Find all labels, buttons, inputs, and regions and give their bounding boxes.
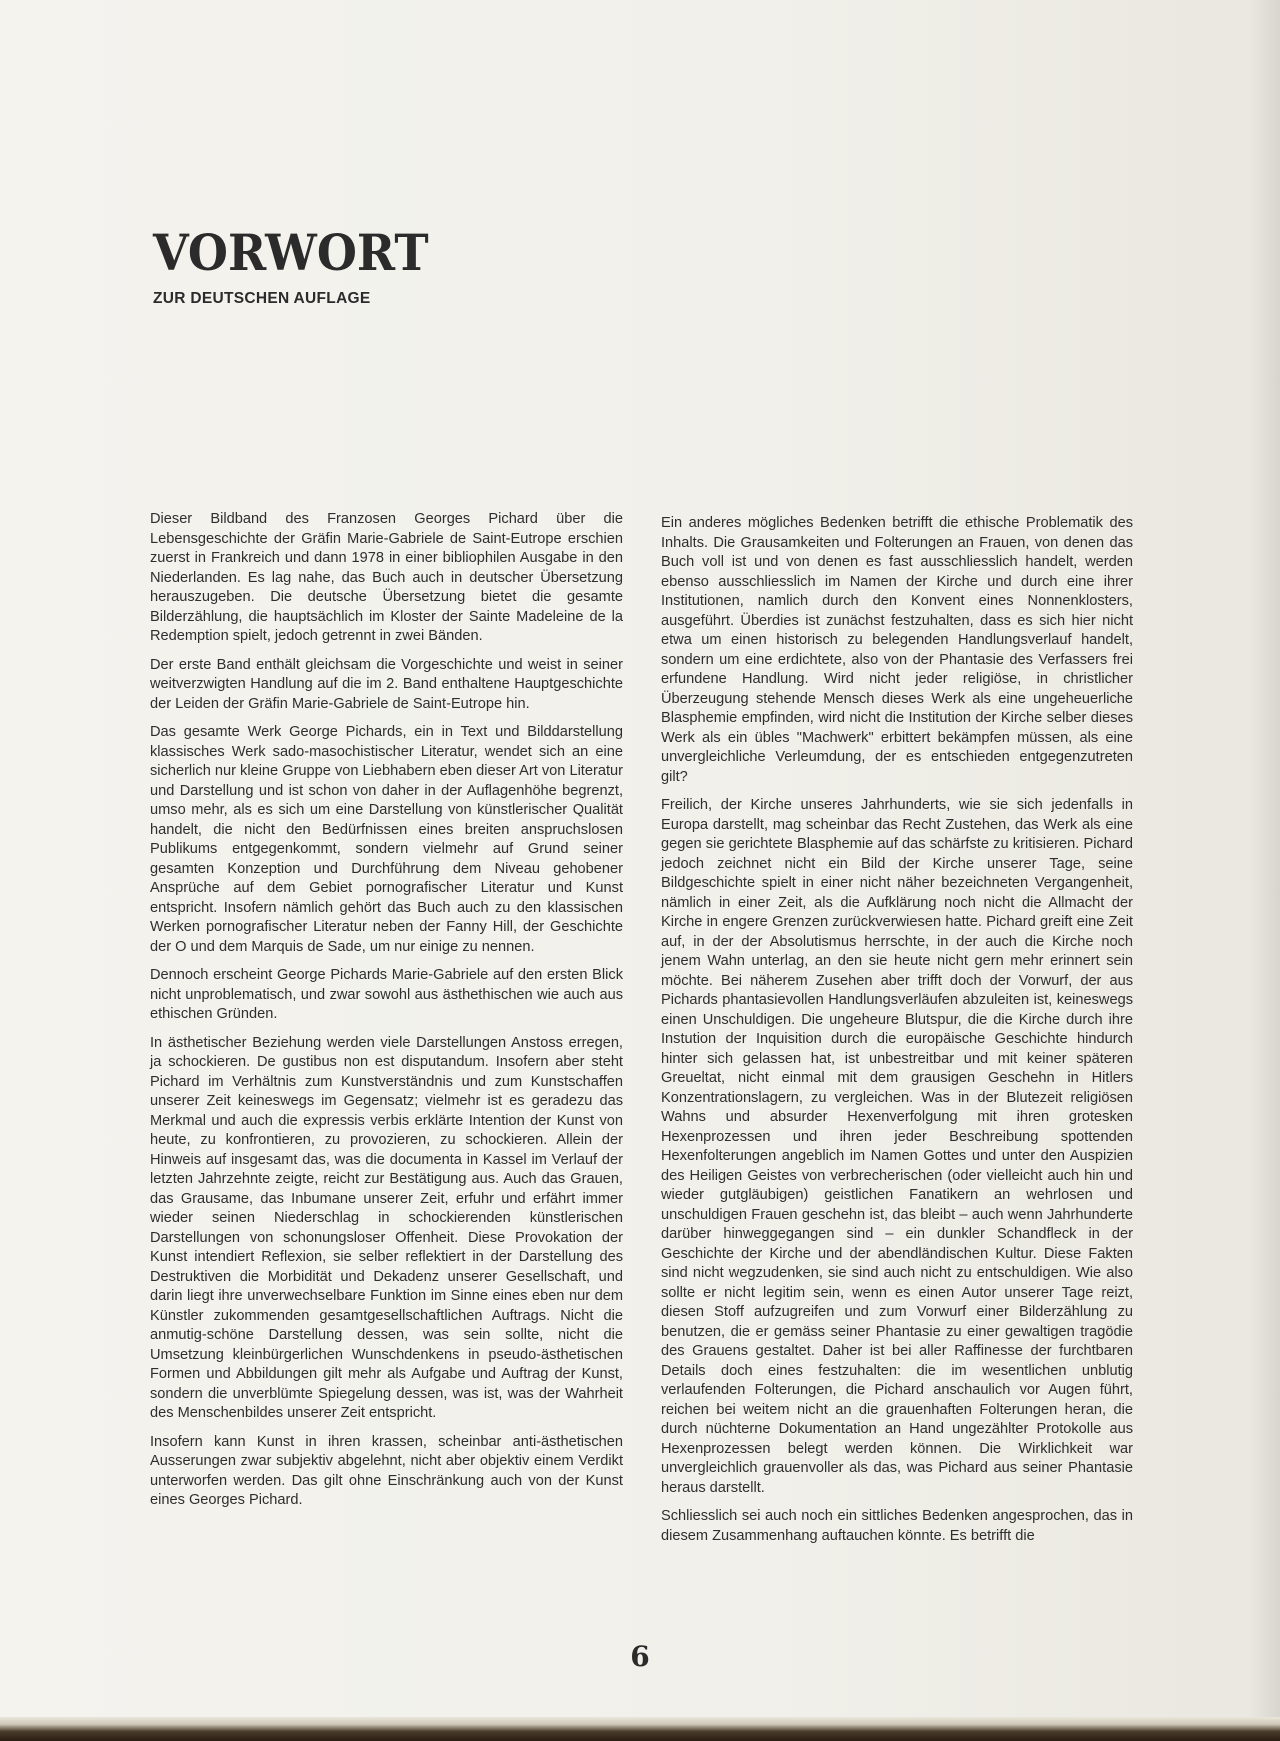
book-bottom-edge <box>0 1717 1280 1741</box>
page-number: 6 <box>630 1640 650 1673</box>
right-text-column <box>661 514 1133 1555</box>
paragraph: Der erste Band enthält gleichsam die Vorgeschichte und weist in seiner weitverzwigten Handlung auf die im 2. Band enthaltene Hauptgeschichte der Leiden der Gräfin Marie-Gabriele de Saint-Eutrope hin. <box>150 656 623 712</box>
paragraph: Das gesamte Werk George Pichards, ein in Text und Bilddarstellung klassisches Werk sado-masochistischer Literatur, wendet sich an eine sicherlich nur kleine Gruppe von Liebhabern eben dieser Art von Literatur und Darstellung und ist schon von daher in der Auflagenhöhe begrenzt, umso mehr, als es sich um eine Darstellung von künstlerischer Qualität handelt, die nicht den Bedürfnissen eines breiten anspruchslosen Publikums entgegenkommt, sondern vielmehr auf Grund seiner gesamten Konzeption und Durchführung dem Niveau gehobener Ansprüche auf dem Gebiet pornografischer Literatur und Kunst entspricht. Insofern nämlich gehört das Buch auch zu den klassischen Werken pornografischer Literatur neben der Fanny Hill, der Geschichte der O und dem Marquis de Sade, um nur einige zu nennen. <box>150 724 623 955</box>
paragraph: Insofern kann Kunst in ihren krassen, scheinbar anti-ästhetischen Ausserungen zwar subjektiv abgelehnt, nicht aber objektiv einem Verdikt unterworfen werden. Das gilt ohne Einschränkung auch von der Kunst eines Georges Pichard. <box>150 1433 623 1508</box>
paragraph: Dennoch erscheint George Pichards Marie-Gabriele auf den ersten Blick nicht unproblematisch, und zwar sowohl aus ästhethischen wie auch aus ethischen Gründen. <box>150 967 623 1022</box>
paragraph: In ästhetischer Beziehung werden viele Darstellungen Anstoss erregen, ja schockieren. De gustibus non est disputandum. Insofern aber steht Pichard im Verhältnis zum Kunstverständnis und zum Kunstschaffen unserer Zeit keineswegs im Gegensatz; vielmehr ist es geradezu das Merkmal und auch die expressis verbis erklärte Intention der Kunst von heute, zu konfrontieren, zu provozieren, zu schockieren. Allein der Hinweis auf insgesamt das, was die documenta in Kassel im Verlauf der letzten Jahrzehnte zeigte, reicht zur Bestätigung aus. Auch das Grauen, das Grausame, das Inbumane unserer Zeit, erfuhr und erfährt immer wieder seinen Niederschlag in schockierenden künstlerischen Darstellungen von schonungsloser Offenheit. Diese Provokation der Kunst intendiert Reflexion, sie selber reflektiert in der Darstellung des Destruktiven die Morbidität und Dekadenz unserer Gesellschaft, und darin liegt ihre unverwechselbare Funktion im Sinne eines eben nur dem Künstler zukommenden gesamtgesellschaftlichen Auftrags. Nicht die anmutig-schöne Darstellung dessen, was sein sollte, nicht die Umsetzung kleinbürgerlichen Wunschdenkens in pseudo-ästhetischen Formen und Abbildungen gilt mehr als Aufgabe und Auftrag der Kunst, sondern die unverblümte Spiegelung dessen, was ist, was der Wahrheit des Menschenbildes unserer Zeit entspricht. <box>150 1034 623 1421</box>
left-text-column <box>150 510 623 1520</box>
page-title: VORWORT <box>153 223 429 282</box>
paragraph: Ein anderes mögliches Bedenken betrifft die ethische Problematik des Inhalts. Die Grausamkeiten und Folterungen an Frauen, von denen das Buch voll ist und von denen es fast ausschliesslich handelt, werden ebenso ausschliesslich im Namen der Kirche und durch eine ihrer Institutionen, namlich durch den Konvent eines Nonnenklosters, ausgeführt. Überdies ist zunächst festzuhalten, dass es sich hier nicht etwa um einen historisch zu belegenden Handlungsverlauf handelt, sondern um eine erdichtete, also von der Phantasie des Verfassers frei erfundene Handlung. Wird nicht jeder religiöse, in christlicher Überzeugung stehende Mensch dieses Werk als eine ungeheuerliche Blasphemie empfinden, wird nicht die Institution der Kirche selber dieses Werk als ein übles "Machwerk" erbittert bekämpfen müssen, als eine unvergleichliche Verleumdung, der es entschieden entgegenzutreten gilt? <box>661 515 1133 785</box>
paragraph: Schliesslich sei auch noch ein sittliches Bedenken angesprochen, das in diesem Zusammenhang auftauchen könnte. Es betrifft die <box>661 1508 1133 1544</box>
page-subtitle: ZUR DEUTSCHEN AUFLAGE <box>153 290 371 307</box>
paragraph: Dieser Bildband des Franzosen Georges Pichard über die Lebensgeschichte der Gräfin Marie-Gabriele de Saint-Eutrope erschien zuerst in Frankreich und dann 1978 in einer bibliophilen Ausgabe in den Niederlanden. Es lag nahe, das Buch auch in deutscher Übersetzung herauszugeben. Die deutsche Übersetzung bietet die gesamte Bilderzählung, die hauptsächlich im Kloster der Sainte Madeleine de la Redemption spielt, jedoch getrennt in zwei Bänden. <box>150 511 623 644</box>
paragraph: Freilich, der Kirche unseres Jahrhunderts, wie sie sich jedenfalls in Europa darstellt, mag scheinbar das Recht Zustehen, das Werk als eine gegen sie gerichtete Blasphemie auf das schärfste zu kritisieren. Pichard jedoch zeichnet nicht ein Bild der Kirche unserer Tage, seine Bildgeschichte spielt in einer nicht näher bezeichneten Vergangenheit, nämlich in einer Zeit, als die Aufklärung noch nicht die Allmacht der Kirche in engere Grenzen zurückverwiesen hatte. Pichard greift eine Zeit auf, in der der Absolutismus herrschte, in der auch die Kirche noch jenem Wahn unterlag, an den sie heute nicht gern mehr erinnert sein möchte. Bei näherem Zusehen aber trifft doch der Vorwurf, der aus Pichards phantasievollen Handlungsverläufen abzuleiten ist, keineswegs einen Unschuldigen. Die ungeheure Blutspur, die die Kirche durch ihre Instution der Inquisition durch die europäische Geschichte hindurch hinter sich gelassen hat, ist unbestreitbar und mit keiner späteren Greueltat, nicht einmal mit dem grausigen Geschehn in Hitlers Konzentrationslagern, zu vergleichen. Was in der Blutezeit religiösen Wahns und absurder Hexenverfolgung mit ihren grotesken Hexenprozessen und ihren jeder Beschreibung spottenden Hexenfolterungen angeblich im Namen Gottes und unter den Auspizien des Heiligen Geistes von verbrecherischen (oder vielleicht auch hin und wieder gutgläubigen) geistlichen Fanatikern an wehrlosen und unschuldigen Frauen geschehn ist, das bleibt – auch wenn Jahrhunderte darüber hinweggegangen sind – ein dunkler Schandfleck in der Geschichte der Kirche und der abendländischen Kultur. Diese Fakten sind nicht wegzudenken, sie sind auch nicht zu entschuldigen. Wie also sollte er nicht legitim sein, wenn es einen Autor unserer Tage reizt, diesen Stoff aufzugreifen und zum Vorwurf einer Bilderzählung zu benutzen, die er gemäss seiner Phantasie zu einer gewaltigen tragödie des Grauens gestaltet. Daher ist bei aller Raffinesse der furchtbaren Details doch eines festzuhalten: die im wesentlichen unblutig verlaufenden Folterungen, die Pichard anschaulich vor Augen führt, reichen bei weitem nicht an die grauenhaften Folterungen heran, die durch nüchterne Dokumentation an Hand ungezählter Protokolle aus Hexenprozessen belegt werden können. Die Wirklichkeit war unvergleichlich grauenvoller als das, was Pichard aus seiner Phantasie heraus darstellt. <box>661 797 1133 1496</box>
spine-shadow <box>1250 0 1280 1741</box>
